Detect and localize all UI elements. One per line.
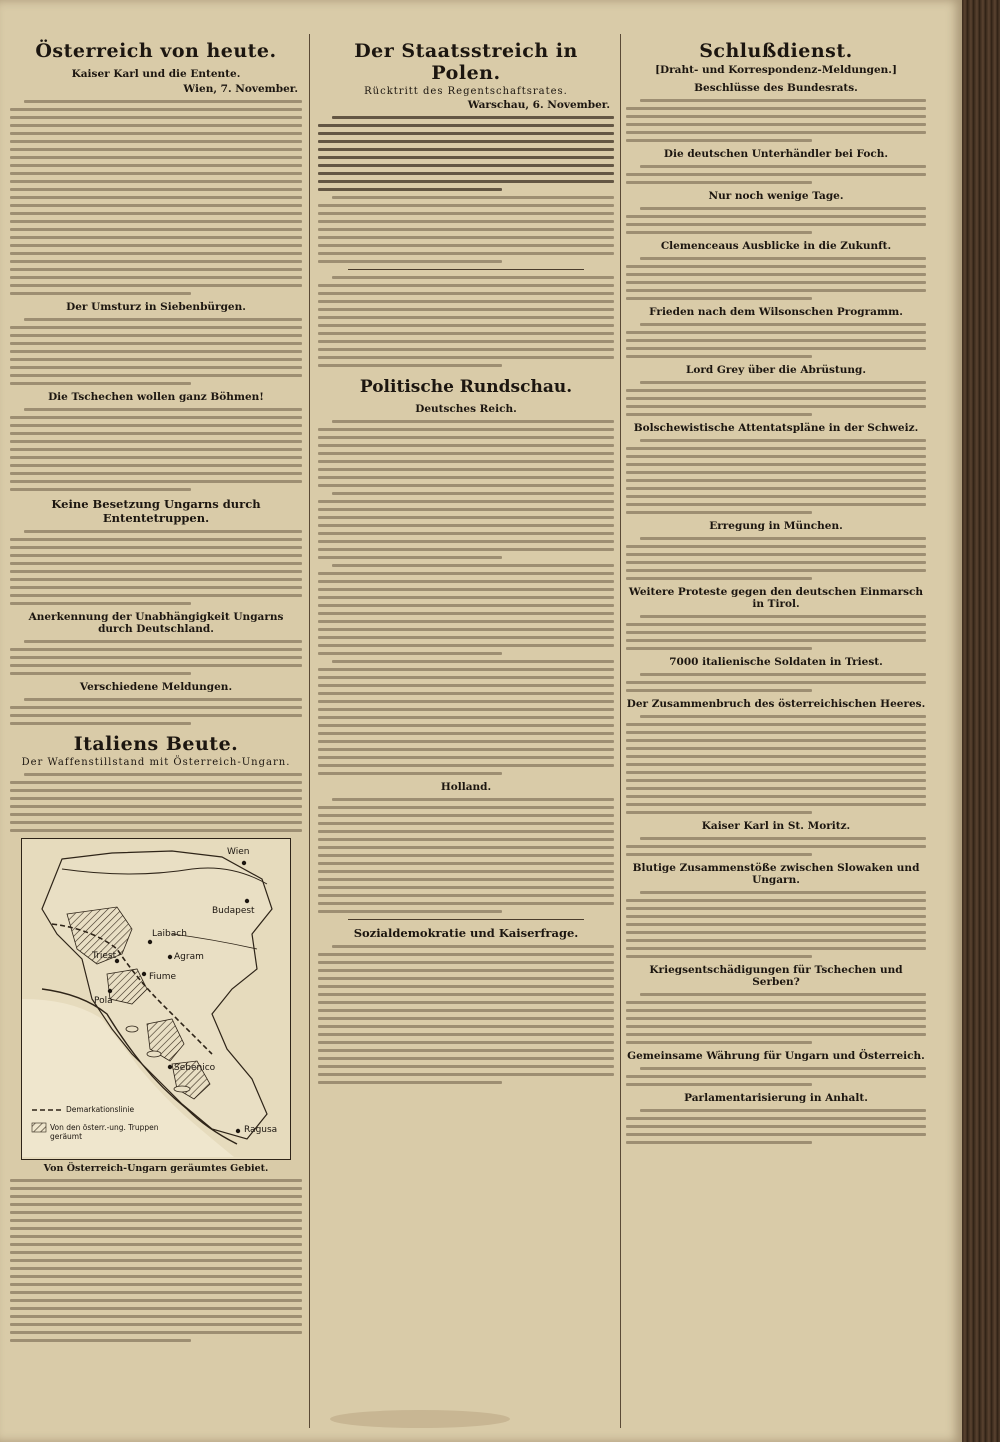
news-item-text [626, 837, 926, 856]
book-binding [962, 0, 1000, 1442]
news-item-text [626, 207, 926, 234]
map-drawing [22, 839, 290, 1159]
news-item-text [626, 99, 926, 142]
section-heading: Keine Besetzung Ungarns durch Ententetruppen. [51, 497, 261, 525]
news-item-text [626, 257, 926, 300]
section-heading: Der Umsturz in Siebenbürgen. [66, 301, 246, 313]
map-caption: Von Österreich-Ungarn geräumtes Gebiet. [43, 1163, 269, 1174]
column-rule [620, 34, 621, 1428]
news-item-text [626, 165, 926, 184]
article-title: Österreich von heute. [35, 40, 277, 62]
news-item-text [626, 993, 926, 1044]
paper-stain [330, 1410, 510, 1428]
news-item-heading: Lord Grey über die Abrüstung. [685, 364, 867, 376]
body-text [10, 1179, 302, 1342]
map-label-pola: Pola [94, 996, 113, 1006]
body-text [10, 773, 302, 832]
column-rule [309, 34, 310, 1428]
news-item-heading: Blutige Zusammenstöße zwischen Slowaken und Ungarn. [632, 862, 920, 886]
map-label-sebenico: Sebenico [174, 1063, 216, 1073]
body-text [10, 640, 302, 675]
news-item-text [626, 891, 926, 958]
divider [348, 919, 584, 920]
body-text [318, 798, 614, 913]
section-heading: Deutsches Reich. [415, 403, 517, 415]
news-item-heading: Nur noch wenige Tage. [708, 190, 844, 202]
article-title: Schlußdienst. [699, 40, 853, 62]
news-item-text [626, 537, 926, 580]
news-item-heading: Die deutschen Unterhändler bei Foch. [663, 148, 889, 160]
map-label-agram: Agram [174, 952, 204, 962]
dateline: Warschau, 6. November. [467, 99, 610, 111]
news-item-text [626, 673, 926, 692]
article-subtitle: [Draht- und Korrespondenz-Meldungen.] [655, 64, 897, 76]
news-item-heading: Frieden nach dem Wilsonschen Programm. [649, 306, 903, 318]
news-item-text [626, 715, 926, 814]
article-subtitle: Kaiser Karl und die Entente. [71, 68, 241, 80]
news-item-heading: Parlamentarisierung in Anhalt. [684, 1092, 868, 1104]
news-item-text [626, 1067, 926, 1086]
section-heading: Anerkennung der Unabhängigkeit Ungarns durch Deutschland. [28, 611, 284, 635]
news-item-heading: Gemeinsame Währung für Ungarn und Österreich. [627, 1050, 925, 1062]
news-item-heading: Kaiser Karl in St. Moritz. [701, 820, 851, 832]
news-item-heading: Der Zusammenbruch des österreichischen Heeres. [626, 698, 926, 710]
body-text [10, 318, 302, 385]
map-figure [21, 838, 291, 1160]
body-text [10, 408, 302, 491]
body-text [318, 276, 614, 367]
body-text [10, 100, 302, 295]
column-right [626, 40, 926, 1149]
section-heading: Die Tschechen wollen ganz Böhmen! [48, 391, 264, 403]
article-title: Der Staatsstreich in Polen. [354, 40, 578, 84]
article-subtitle: Rücktritt des Regentschaftsrates. [364, 86, 568, 97]
section-title: Politische Rundschau. [359, 377, 573, 397]
body-text [318, 945, 614, 1084]
column-left [10, 40, 302, 1347]
map-label-ragusa: Ragusa [244, 1125, 278, 1135]
body-text [318, 116, 614, 191]
news-item-heading: 7000 italienische Soldaten in Triest. [669, 656, 883, 668]
news-item-text [626, 439, 926, 514]
news-item-heading: Erregung in München. [709, 520, 843, 532]
news-item-text [626, 1109, 926, 1144]
article-subtitle: Der Waffenstillstand mit Österreich-Ungarn. [21, 757, 291, 768]
section-heading: Verschiedene Meldungen. [79, 681, 233, 693]
news-item-text [626, 615, 926, 650]
body-text [318, 196, 614, 263]
news-list [626, 82, 926, 1144]
body-text [10, 698, 302, 725]
map-label-fiume: Fiume [149, 972, 177, 982]
section-heading: Sozialdemokratie und Kaiserfrage. [353, 926, 579, 940]
news-item-heading: Kriegsentschädigungen für Tschechen und Serben? [649, 964, 903, 988]
divider [348, 269, 584, 270]
body-text [318, 420, 614, 775]
map-legend-line: Demarkationslinie [66, 1105, 135, 1114]
map-label-budapest: Budapest [212, 906, 255, 916]
column-middle [318, 40, 614, 1089]
body-text [10, 530, 302, 605]
news-item-heading: Weitere Proteste gegen den deutschen Einmarsch in Tirol. [628, 586, 924, 610]
news-item-heading: Beschlüsse des Bundesrats. [694, 82, 858, 94]
dateline: Wien, 7. November. [183, 83, 298, 95]
map-label-triest: Triest [92, 951, 117, 961]
news-item-text [626, 323, 926, 358]
section-heading: Holland. [440, 781, 492, 793]
news-item-heading: Clemenceaus Ausblicke in die Zukunft. [660, 240, 892, 252]
map-label-laibach: Laibach [152, 929, 187, 939]
article-title: Italiens Beute. [73, 733, 239, 755]
news-item-text [626, 381, 926, 416]
news-item-heading: Bolschewistische Attentatspläne in der Schweiz. [633, 422, 919, 434]
map-label-wien: Wien [227, 847, 250, 857]
map-legend-area: Von den österr.-ung. Truppen geräumt [50, 1123, 159, 1141]
